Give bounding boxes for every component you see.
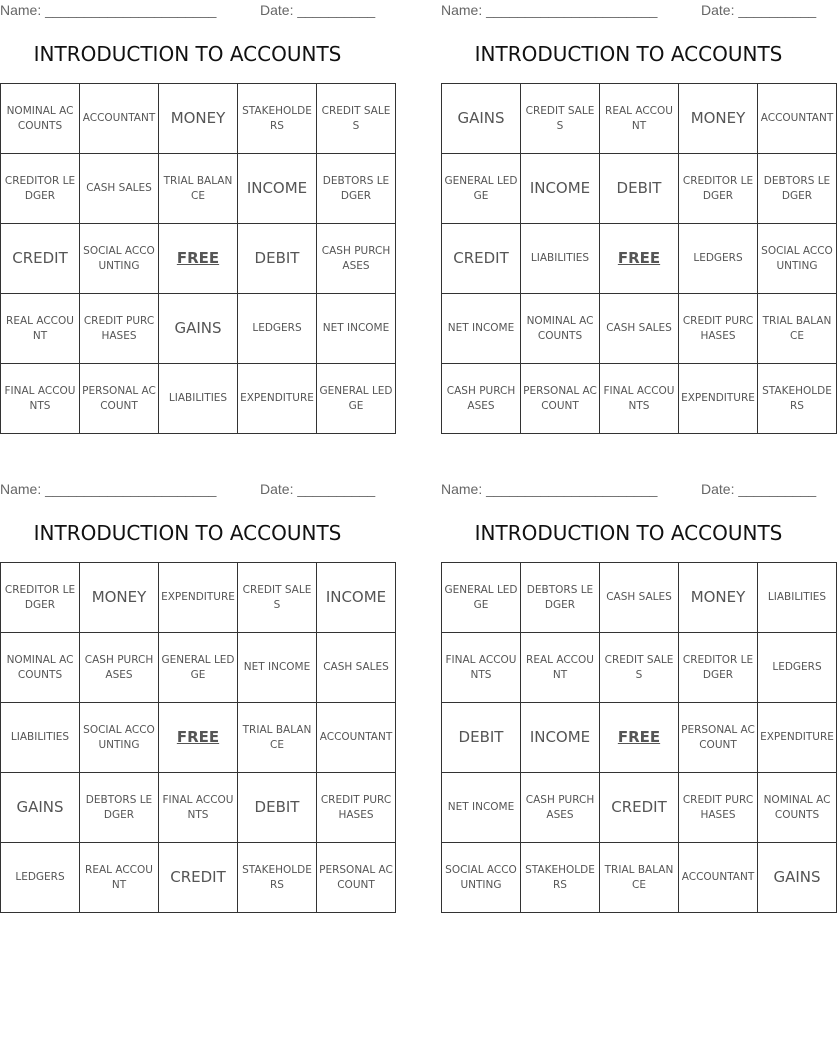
bingo-cell: LIABILITIES bbox=[521, 224, 600, 294]
bingo-cell: ACCOUNTANT bbox=[80, 84, 159, 154]
bingo-row bbox=[442, 703, 837, 773]
bingo-grid bbox=[0, 562, 396, 913]
bingo-cell: CREDIT SALES bbox=[238, 563, 317, 633]
bingo-cell: CASH PURCHASES bbox=[521, 773, 600, 843]
bingo-cell: CREDIT SALES bbox=[521, 84, 600, 154]
bingo-cell: CREDITOR LEDGER bbox=[679, 633, 758, 703]
bingo-card-3 bbox=[0, 479, 393, 919]
bingo-cell: PERSONAL ACCOUNT bbox=[317, 843, 396, 913]
bingo-cell: CREDIT SALES bbox=[317, 84, 396, 154]
bingo-cell: TRIAL BALANCE bbox=[758, 294, 837, 364]
bingo-cell: INCOME bbox=[521, 703, 600, 773]
date-field: Date: __________ bbox=[260, 481, 376, 497]
bingo-cell: EXPENDITURE bbox=[679, 364, 758, 434]
bingo-cell: ACCOUNTANT bbox=[317, 703, 396, 773]
bingo-cell: CREDIT PURCHASES bbox=[80, 294, 159, 364]
bingo-cell: EXPENDITURE bbox=[159, 563, 238, 633]
bingo-cell: SOCIAL ACCOUNTING bbox=[80, 703, 159, 773]
bingo-cell: PERSONAL ACCOUNT bbox=[521, 364, 600, 434]
bingo-cell: CASH SALES bbox=[600, 563, 679, 633]
bingo-cell: GENERAL LEDGE bbox=[442, 154, 521, 224]
bingo-cell: NET INCOME bbox=[442, 294, 521, 364]
bingo-cell: STAKEHOLDERS bbox=[238, 84, 317, 154]
card-title: INTRODUCTION TO ACCOUNTS bbox=[474, 42, 783, 66]
bingo-cell: MONEY bbox=[679, 563, 758, 633]
name-field: Name: ______________________ bbox=[0, 2, 217, 18]
bingo-cell: CREDIT PURCHASES bbox=[679, 773, 758, 843]
bingo-cell: CASH PURCHASES bbox=[317, 224, 396, 294]
bingo-cell: ACCOUNTANT bbox=[679, 843, 758, 913]
bingo-cell: LEDGERS bbox=[1, 843, 80, 913]
bingo-cell: GAINS bbox=[1, 773, 80, 843]
bingo-cell: REAL ACCOUNT bbox=[80, 843, 159, 913]
bingo-cell: GENERAL LEDGE bbox=[159, 633, 238, 703]
bingo-cell: LIABILITIES bbox=[1, 703, 80, 773]
bingo-cell: PERSONAL ACCOUNT bbox=[80, 364, 159, 434]
bingo-cell: TRIAL BALANCE bbox=[238, 703, 317, 773]
bingo-cell: EXPENDITURE bbox=[238, 364, 317, 434]
bingo-cell: CREDIT SALES bbox=[600, 633, 679, 703]
bingo-cell: CREDITOR LEDGER bbox=[1, 563, 80, 633]
bingo-cell: GENERAL LEDGE bbox=[317, 364, 396, 434]
bingo-cell: CREDITOR LEDGER bbox=[1, 154, 80, 224]
card-header bbox=[0, 479, 375, 501]
bingo-cell: REAL ACCOUNT bbox=[521, 633, 600, 703]
bingo-cell: FINAL ACCOUNTS bbox=[159, 773, 238, 843]
bingo-grid bbox=[0, 83, 396, 434]
bingo-cell: FINAL ACCOUNTS bbox=[442, 633, 521, 703]
bingo-cell: LIABILITIES bbox=[758, 563, 837, 633]
bingo-cell: DEBIT bbox=[442, 703, 521, 773]
free-space: FREE bbox=[600, 703, 679, 773]
date-field: Date: __________ bbox=[701, 481, 817, 497]
bingo-cell: CREDITOR LEDGER bbox=[679, 154, 758, 224]
bingo-card-2 bbox=[441, 0, 834, 440]
bingo-row bbox=[442, 563, 837, 633]
bingo-cell: CASH PURCHASES bbox=[80, 633, 159, 703]
bingo-cell: NOMINAL ACCOUNTS bbox=[758, 773, 837, 843]
bingo-row bbox=[1, 84, 396, 154]
bingo-row bbox=[1, 703, 396, 773]
bingo-cell: INCOME bbox=[521, 154, 600, 224]
card-header bbox=[441, 0, 816, 22]
bingo-cell: MONEY bbox=[80, 563, 159, 633]
bingo-cell: REAL ACCOUNT bbox=[600, 84, 679, 154]
bingo-cell: GAINS bbox=[758, 843, 837, 913]
bingo-row bbox=[442, 224, 837, 294]
bingo-cell: TRIAL BALANCE bbox=[159, 154, 238, 224]
bingo-cell: GAINS bbox=[442, 84, 521, 154]
bingo-cell: DEBIT bbox=[238, 773, 317, 843]
bingo-row bbox=[1, 843, 396, 913]
bingo-cell: INCOME bbox=[317, 563, 396, 633]
bingo-cell: ACCOUNTANT bbox=[758, 84, 837, 154]
bingo-cell: NET INCOME bbox=[317, 294, 396, 364]
bingo-cell: LEDGERS bbox=[679, 224, 758, 294]
bingo-cell: CREDIT PURCHASES bbox=[317, 773, 396, 843]
card-title: INTRODUCTION TO ACCOUNTS bbox=[33, 42, 342, 66]
bingo-cell: DEBTORS LEDGER bbox=[521, 563, 600, 633]
bingo-cell: DEBIT bbox=[238, 224, 317, 294]
card-header bbox=[0, 0, 375, 22]
bingo-row bbox=[442, 154, 837, 224]
bingo-cell: DEBTORS LEDGER bbox=[317, 154, 396, 224]
bingo-cell: STAKEHOLDERS bbox=[521, 843, 600, 913]
bingo-cell: NOMINAL ACCOUNTS bbox=[1, 633, 80, 703]
card-header bbox=[441, 479, 816, 501]
bingo-row bbox=[1, 224, 396, 294]
bingo-cell: EXPENDITURE bbox=[758, 703, 837, 773]
name-field: Name: ______________________ bbox=[0, 481, 217, 497]
free-space: FREE bbox=[159, 703, 238, 773]
bingo-cell: GAINS bbox=[159, 294, 238, 364]
bingo-cell: SOCIAL ACCOUNTING bbox=[758, 224, 837, 294]
bingo-cell: DEBTORS LEDGER bbox=[80, 773, 159, 843]
bingo-cell: CREDIT bbox=[442, 224, 521, 294]
bingo-cell: SOCIAL ACCOUNTING bbox=[80, 224, 159, 294]
bingo-row bbox=[442, 84, 837, 154]
bingo-cell: PERSONAL ACCOUNT bbox=[679, 703, 758, 773]
bingo-cell: CREDIT bbox=[159, 843, 238, 913]
bingo-row bbox=[442, 773, 837, 843]
bingo-cell: REAL ACCOUNT bbox=[1, 294, 80, 364]
bingo-cell: LEDGERS bbox=[238, 294, 317, 364]
free-space: FREE bbox=[600, 224, 679, 294]
free-space: FREE bbox=[159, 224, 238, 294]
bingo-card-4 bbox=[441, 479, 834, 919]
bingo-row bbox=[1, 563, 396, 633]
bingo-cell: CASH SALES bbox=[317, 633, 396, 703]
card-title: INTRODUCTION TO ACCOUNTS bbox=[474, 521, 783, 545]
bingo-row bbox=[1, 294, 396, 364]
bingo-cell: NOMINAL ACCOUNTS bbox=[521, 294, 600, 364]
bingo-row bbox=[442, 843, 837, 913]
bingo-cell: CREDIT PURCHASES bbox=[679, 294, 758, 364]
bingo-cell: LIABILITIES bbox=[159, 364, 238, 434]
bingo-row bbox=[1, 364, 396, 434]
bingo-cell: FINAL ACCOUNTS bbox=[1, 364, 80, 434]
bingo-row bbox=[1, 154, 396, 224]
bingo-row bbox=[442, 364, 837, 434]
bingo-card-1 bbox=[0, 0, 393, 440]
bingo-row bbox=[442, 294, 837, 364]
bingo-cell: DEBTORS LEDGER bbox=[758, 154, 837, 224]
bingo-cell: SOCIAL ACCOUNTING bbox=[442, 843, 521, 913]
bingo-cell: NET INCOME bbox=[238, 633, 317, 703]
name-field: Name: ______________________ bbox=[441, 481, 658, 497]
bingo-cell: TRIAL BALANCE bbox=[600, 843, 679, 913]
bingo-cell: NOMINAL ACCOUNTS bbox=[1, 84, 80, 154]
bingo-cell: MONEY bbox=[159, 84, 238, 154]
bingo-cell: GENERAL LEDGE bbox=[442, 563, 521, 633]
bingo-cell: STAKEHOLDERS bbox=[758, 364, 837, 434]
bingo-cell: CASH SALES bbox=[600, 294, 679, 364]
bingo-cell: STAKEHOLDERS bbox=[238, 843, 317, 913]
bingo-cell: INCOME bbox=[238, 154, 317, 224]
bingo-cell: MONEY bbox=[679, 84, 758, 154]
bingo-cell: NET INCOME bbox=[442, 773, 521, 843]
bingo-cell: FINAL ACCOUNTS bbox=[600, 364, 679, 434]
card-title: INTRODUCTION TO ACCOUNTS bbox=[33, 521, 342, 545]
bingo-cell: LEDGERS bbox=[758, 633, 837, 703]
name-field: Name: ______________________ bbox=[441, 2, 658, 18]
bingo-cell: CREDIT bbox=[1, 224, 80, 294]
bingo-row bbox=[442, 633, 837, 703]
bingo-grid bbox=[441, 83, 837, 434]
date-field: Date: __________ bbox=[701, 2, 817, 18]
bingo-grid bbox=[441, 562, 837, 913]
bingo-cell: CASH SALES bbox=[80, 154, 159, 224]
bingo-cell: DEBIT bbox=[600, 154, 679, 224]
date-field: Date: __________ bbox=[260, 2, 376, 18]
bingo-row bbox=[1, 633, 396, 703]
bingo-cell: CREDIT bbox=[600, 773, 679, 843]
bingo-cell: CASH PURCHASES bbox=[442, 364, 521, 434]
bingo-row bbox=[1, 773, 396, 843]
